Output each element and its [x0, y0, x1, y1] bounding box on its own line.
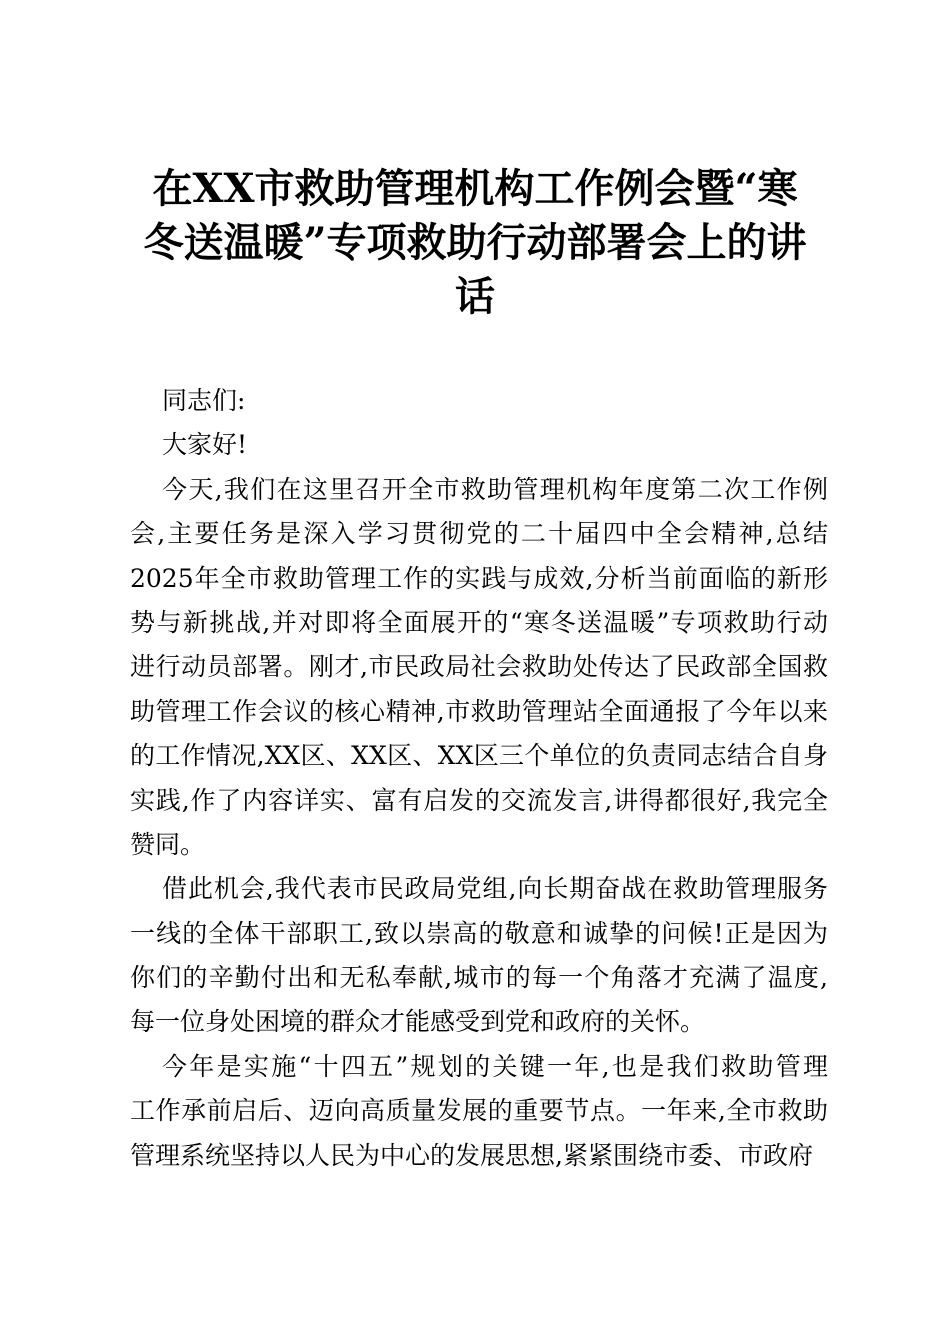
title-line: 冬送温暖”专项救助行动部署会上的讲: [143, 219, 807, 266]
paragraph-line: 赞同。: [130, 829, 206, 859]
document-title: [100, 162, 850, 324]
paragraph-line: 会,主要任务是深入学习贯彻党的二十届四中全会精神,总结: [130, 519, 828, 549]
paragraph-line: 势与新挑战,并对即将全面展开的“寒冬送温暖”专项救助行动: [130, 607, 828, 637]
paragraph-line: 工作承前启后、迈向高质量发展的重要节点。一年来,全市救助: [130, 1096, 828, 1126]
paragraph-line: 的工作情况,XX区、XX区、XX区三个单位的负责同志结合自身: [130, 741, 828, 771]
greeting: 大家好!: [162, 430, 248, 460]
paragraph-line: 今天,我们在这里召开全市救助管理机构年度第二次工作例: [162, 474, 828, 504]
paragraph-line: 借此机会,我代表市民政局党组,向长期奋战在救助管理服务: [162, 874, 828, 904]
paragraph-line: 2025年全市救助管理工作的实践与成效,分析当前面临的新形: [130, 563, 828, 593]
paragraph-line: 进行动员部署。刚才,市民政局社会救助处传达了民政部全国救: [130, 652, 828, 682]
paragraph-line: 你们的辛勤付出和无私奉献,城市的每一个角落才充满了温度,: [130, 963, 828, 993]
paragraph-line: 管理系统坚持以人民为中心的发展思想,紧紧围绕市委、市政府: [130, 1140, 813, 1170]
paragraph-line: 每一位身处困境的群众才能感受到党和政府的关怀。: [130, 1007, 706, 1037]
title-line: 话: [455, 273, 495, 320]
paragraph-line: 实践,作了内容详实、富有启发的交流发言,讲得都很好,我完全: [130, 785, 828, 815]
paragraph-line: 一线的全体干部职工,致以崇高的敬意和诚挚的问候!正是因为: [130, 918, 828, 948]
document-body: [130, 379, 828, 1178]
paragraph-line: 助管理工作会议的核心精神,市救助管理站全面通报了今年以来: [130, 696, 828, 726]
title-line: 在XX市救助管理机构工作例会暨“寒: [152, 165, 798, 212]
paragraph-line: 今年是实施“十四五”规划的关键一年,也是我们救助管理: [162, 1051, 828, 1081]
salutation: 同志们:: [162, 386, 246, 415]
